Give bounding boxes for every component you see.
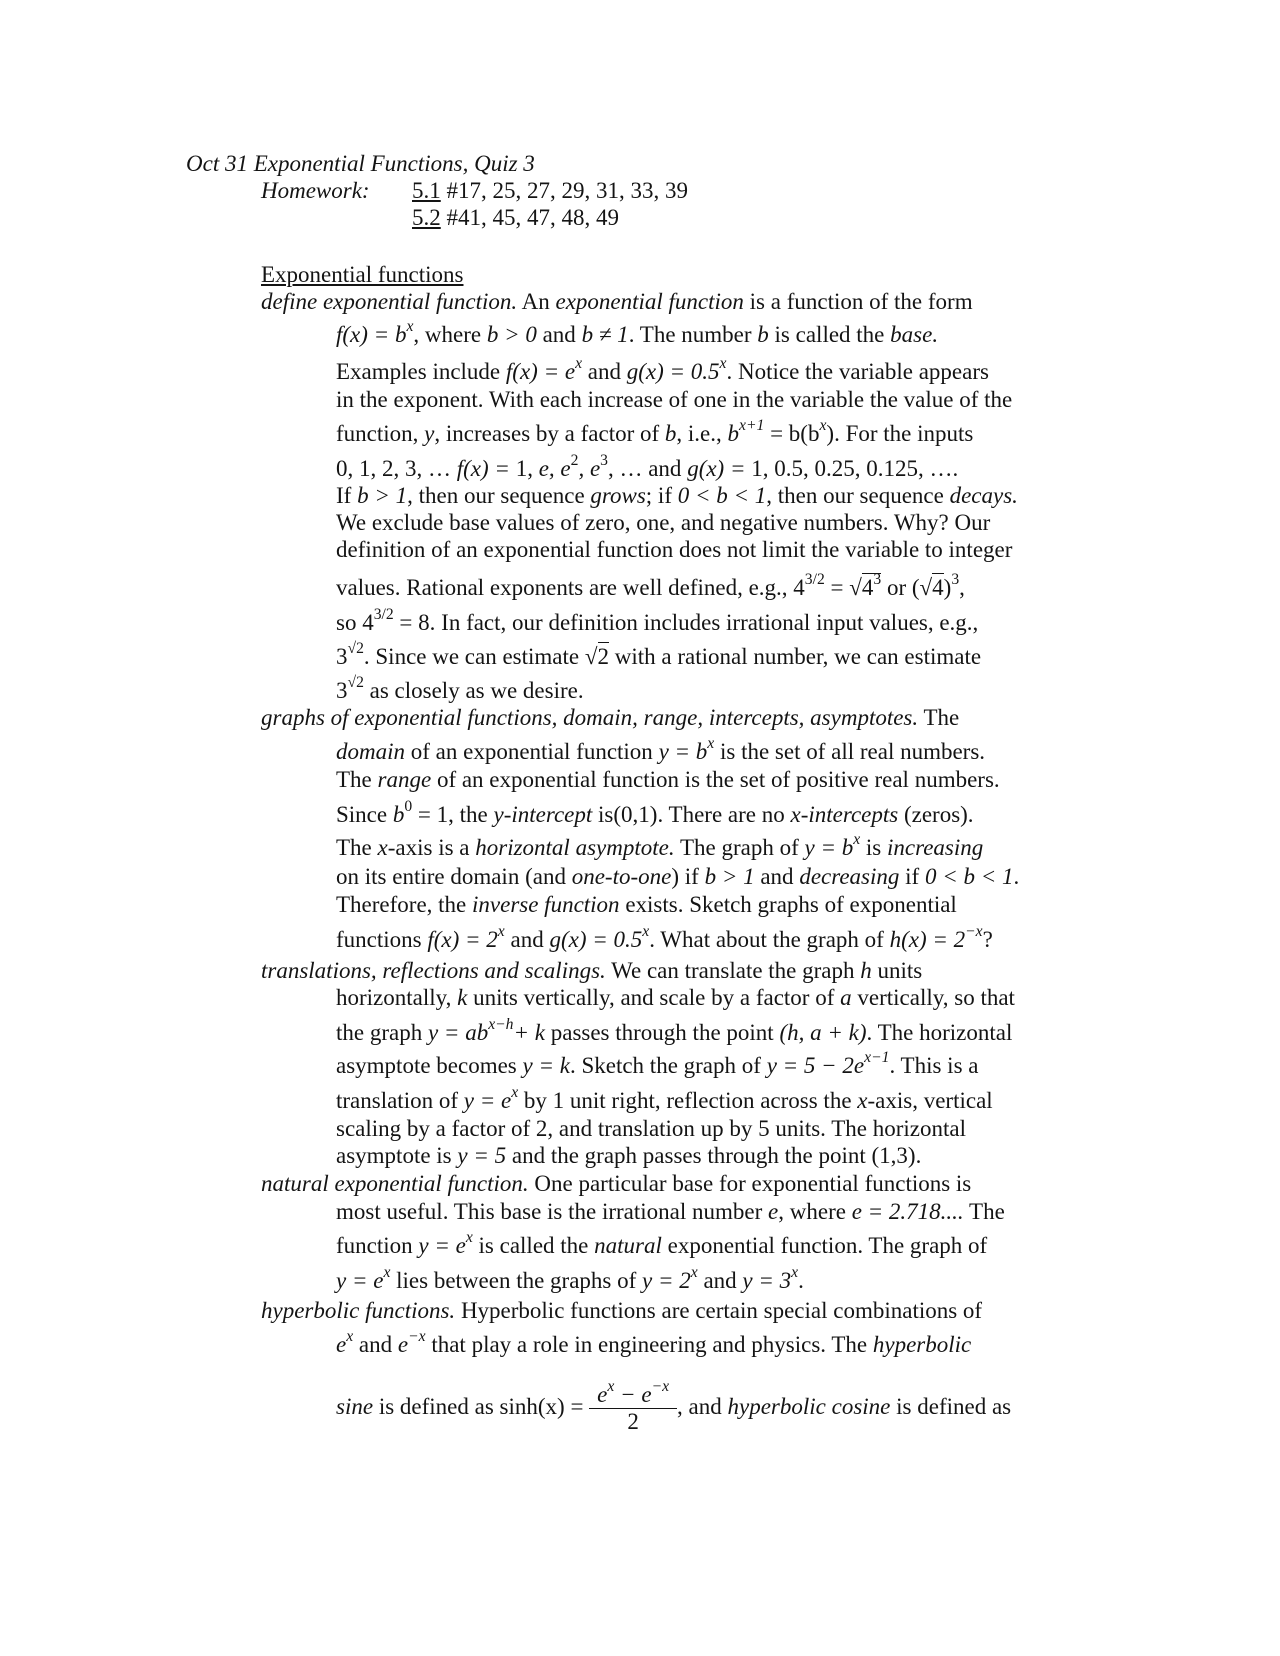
inline-text: of an exponential function is the set of positive real numbers. (436, 767, 1000, 792)
text-line (336, 1115, 966, 1143)
inline-text: and (587, 359, 621, 384)
inline-text: exists. Sketch graphs of exponential (625, 892, 957, 917)
inline-text: b (664, 421, 677, 446)
superscript: 3 (873, 570, 882, 588)
inline-text: , increases by a factor of (434, 421, 660, 446)
inline-text: , where (413, 322, 482, 347)
inline-text: ) (943, 575, 952, 600)
inline-text: e (597, 1382, 608, 1407)
topic-define: define exponential function. (261, 289, 518, 314)
inline-text: units (877, 958, 923, 983)
inline-text: x-intercepts (790, 802, 899, 827)
superscript: x (853, 830, 861, 848)
inline-text: We exclude base values of zero, one, and negative numbers. Why? Our (336, 510, 991, 535)
sketch-translation-line (336, 1048, 979, 1080)
inline-text: is called the (774, 322, 885, 347)
monotonic-line (336, 863, 1019, 891)
inline-text: increasing (887, 835, 984, 860)
hyperbolic-combination-line (336, 1327, 972, 1359)
inverse-line (336, 891, 957, 919)
estimate-line (336, 673, 584, 705)
inline-text: , (959, 575, 965, 600)
inline-text: Therefore, the (336, 892, 467, 917)
inline-text: ) (826, 421, 835, 446)
inline-text: 0 < b < 1 (924, 864, 1014, 889)
inline-text: We can translate the graph (611, 958, 855, 983)
translations-line (261, 957, 922, 985)
inline-text: or (886, 575, 907, 600)
inline-text: f(x) = (456, 456, 510, 481)
inline-text: √ (919, 575, 933, 600)
inline-text: exponential function. The graph of (667, 1233, 988, 1258)
inline-text: 1, 0.5, 0.25, 0.125, …. (751, 456, 959, 481)
general-form-line (336, 1015, 1013, 1047)
growth-factor-line (336, 416, 974, 448)
scaling-line (336, 984, 1015, 1012)
inline-text: The (336, 835, 372, 860)
inline-text: e (768, 1199, 779, 1224)
superscript: x (690, 1263, 698, 1281)
graphs-line (261, 704, 959, 732)
inline-text: The (336, 767, 372, 792)
inline-text: if (905, 864, 920, 889)
inline-text: … and (619, 456, 682, 481)
inline-text: 1, (515, 456, 533, 481)
superscript: x (575, 354, 582, 372)
inline-text: lies between the graphs of (396, 1268, 637, 1293)
inline-text: y (424, 421, 435, 446)
inline-text: The graph of (679, 835, 799, 860)
inline-text: asymptote becomes (336, 1053, 517, 1078)
superscript: 0 (404, 797, 413, 815)
inline-text: decays. (949, 483, 1018, 508)
inline-text: and (510, 927, 544, 952)
sequence-line (336, 451, 959, 483)
inline-text: e (397, 1332, 409, 1357)
asymptote-point-line (336, 1142, 921, 1170)
inline-text: , i.e., (676, 421, 722, 446)
inline-text: 4 (793, 575, 805, 600)
inline-text: b ≠ 1 (581, 322, 629, 347)
inline-text: y = 3 (742, 1268, 792, 1293)
topic-graphs: graphs of exponential functions, domain, range, intercepts, asymptotes. (261, 705, 919, 730)
inline-text: 0, 1, 2, 3, … (336, 456, 451, 481)
define-line (261, 288, 973, 316)
inline-text: , (607, 456, 614, 481)
inline-text: f(x) = e (505, 359, 576, 384)
superscript: −x (408, 1327, 426, 1345)
superscript: 3/2 (373, 605, 394, 623)
rational-exponent-line (336, 570, 965, 602)
inline-text: most useful. This base is the irrational number (336, 1199, 763, 1224)
inline-text: 3 (336, 644, 348, 669)
inline-text: asymptote is (336, 1143, 452, 1168)
superscript: x (819, 416, 827, 434)
hw2-problems: #41, 45, 47, 48, 49 (446, 205, 619, 230)
inline-text: so (336, 610, 357, 635)
superscript: x (383, 1263, 391, 1281)
equals-eight-line (336, 605, 979, 637)
inline-text: g(x) = 0.5 (549, 927, 643, 952)
topic-natural: natural exponential function. (261, 1171, 529, 1196)
inline-text: functions (336, 927, 422, 952)
homework-line-1 (412, 177, 688, 205)
inline-text: = 8 (399, 610, 430, 635)
inline-text: -axis, vertical (867, 1088, 993, 1113)
natural-function-line (336, 1228, 988, 1260)
hw2-section-link[interactable]: 5.2 (412, 205, 441, 230)
inline-text: Hyperbolic functions are certain special combinations of (460, 1298, 983, 1323)
superscript: x (465, 1228, 473, 1246)
inline-text: as closely as we desire. (369, 678, 584, 703)
inline-text: values. Rational exponents are well defined, e.g., (336, 575, 788, 600)
inline-text: y = 5 (457, 1143, 507, 1168)
inline-text: e (538, 456, 549, 481)
inline-text: . (798, 1268, 804, 1293)
superscript: x−1 (864, 1048, 890, 1066)
inline-text: (h, a + k) (779, 1020, 867, 1045)
inline-text: y = ab (427, 1020, 489, 1045)
inline-text: is a function of the form (749, 289, 973, 314)
superscript: x (719, 354, 727, 372)
inline-text: y = e (336, 1268, 384, 1293)
inline-text: is(0,1). There are no (598, 802, 785, 827)
inline-text: b (727, 421, 740, 446)
inline-text: √ (584, 644, 598, 669)
inline-text: b > 1 (704, 864, 755, 889)
inline-text: one-to-one (571, 864, 672, 889)
inline-text: , where (778, 1199, 846, 1224)
inline-text: y = 5 − 2e (766, 1053, 865, 1078)
inline-text: ) if (671, 864, 699, 889)
inline-text: exponential function (555, 289, 744, 314)
inline-text: , e (548, 456, 571, 481)
inline-text: . Notice the variable appears (726, 359, 989, 384)
superscript: x+1 (739, 416, 765, 434)
inline-text: and (760, 864, 794, 889)
inline-text: , and (677, 1393, 722, 1419)
inline-text: horizontal asymptote. (475, 835, 675, 860)
inline-text: 4 (362, 610, 374, 635)
inline-text: x (377, 835, 388, 860)
inline-text: the graph (336, 1020, 423, 1045)
inline-text: = b(b (770, 421, 820, 446)
lecture-title-text: Oct 31 Exponential Functions, Quiz 3 (186, 151, 535, 176)
inline-text: that play a role in engineering and physics. The (431, 1332, 868, 1357)
range-line (336, 766, 1000, 794)
inline-text: g(x) = (687, 456, 746, 481)
inline-text: on its entire domain (and (336, 864, 566, 889)
domain-line (336, 734, 986, 766)
grow-decay-line (336, 482, 1018, 510)
hw1-section-link[interactable]: 5.1 (412, 178, 441, 203)
inline-text: with a rational number, we can estimate (614, 644, 982, 669)
inline-text: y = e (463, 1088, 512, 1113)
superscript: −x (651, 1377, 670, 1395)
inline-text: b (757, 322, 769, 347)
inline-text: decreasing (799, 864, 900, 889)
inline-text: natural (594, 1233, 662, 1258)
superscript: x−h (488, 1015, 514, 1033)
inline-text: An (521, 289, 550, 314)
inline-text: 4 (861, 575, 874, 600)
inline-text: y = k (522, 1053, 570, 1078)
inline-text: translation of (336, 1088, 458, 1113)
superscript: 3 (951, 570, 960, 588)
superscript: 3 (600, 451, 608, 469)
inline-text: h(x) = 2 (889, 927, 966, 952)
text-line (336, 536, 1012, 564)
homework-label-text: Homework: (261, 178, 370, 203)
natural-line (261, 1170, 971, 1198)
inline-text: -axis is a (387, 835, 470, 860)
inline-text: √ (849, 575, 862, 600)
inline-text: is (865, 835, 882, 860)
e-value-line (336, 1198, 1005, 1226)
inline-text (589, 1377, 677, 1409)
inline-text: f(x) = b (336, 322, 407, 347)
section-heading (261, 261, 464, 289)
inline-text: . Since we can estimate (363, 644, 580, 669)
inline-text: − e (614, 1382, 652, 1407)
superscript: −x (965, 922, 983, 940)
inline-text: inverse function (472, 892, 620, 917)
inline-text: hyperbolic cosine (727, 1393, 891, 1419)
inline-text: x (857, 1088, 868, 1113)
inline-text: , e (578, 456, 601, 481)
topic-translations: translations, reflections and scalings. (261, 958, 606, 983)
inline-text: h (860, 958, 872, 983)
homework-line-2 (412, 204, 619, 232)
sketch-line (336, 922, 993, 954)
inline-text: ? (982, 927, 993, 952)
inline-text: . In fact, our definition includes irrational input values, e.g., (429, 610, 979, 635)
inline-text: y-intercept (493, 802, 593, 827)
inline-text: (zeros). (903, 802, 974, 827)
inline-text: of an exponential function (410, 739, 653, 764)
inline-text: horizontally, (336, 985, 452, 1010)
inline-text: f(x) = 2 (427, 927, 498, 952)
inline-text: One particular base for exponential functions is (534, 1171, 972, 1196)
inline-text: e = 2.718.... (851, 1199, 964, 1224)
inline-text: The (969, 1199, 1005, 1224)
inline-text: . The number (628, 322, 752, 347)
inline-text: domain (336, 739, 405, 764)
inline-text: is defined as (896, 1393, 1012, 1419)
inline-text: If (336, 483, 352, 508)
inline-text: base. (890, 322, 939, 347)
superscript: √2 (347, 639, 364, 657)
inline-text (861, 570, 882, 600)
inline-text: ; if (645, 483, 672, 508)
superscript: √2 (347, 673, 364, 691)
superscript: x (511, 1083, 519, 1101)
inline-text: = (830, 575, 844, 600)
section-heading-text: Exponential functions (261, 262, 464, 287)
superscript: x (707, 734, 715, 752)
irrational-line (336, 639, 982, 671)
reflection-line (336, 1083, 993, 1115)
inline-text: range (377, 767, 432, 792)
inline-text: is the set of all real numbers. (719, 739, 986, 764)
inline-text: b > 0 (486, 322, 537, 347)
definition-formula-line (336, 317, 939, 349)
superscript: x (406, 317, 414, 335)
inline-text: Since (336, 802, 388, 827)
inline-text: = 1 (417, 802, 449, 827)
text-line (336, 386, 1012, 414)
inline-text: ( (911, 575, 920, 600)
text-line (336, 509, 990, 537)
inline-text: . What about the graph of (649, 927, 884, 952)
topic-hyperbolic: hyperbolic functions. (261, 1298, 456, 1323)
inline-text: sinh(x) = (499, 1393, 584, 1419)
inline-text: by 1 unit right, reflection across the (523, 1088, 852, 1113)
inline-text: . This is a (889, 1053, 979, 1078)
inline-text: . (1013, 864, 1020, 889)
inline-text: and (703, 1268, 737, 1293)
hw1-problems: #17, 25, 27, 29, 31, 33, 39 (446, 178, 688, 203)
superscript: 3/2 (804, 570, 825, 588)
inline-text: g(x) = 0.5 (626, 359, 720, 384)
inline-text: + k (513, 1020, 545, 1045)
superscript: x (642, 922, 650, 940)
inline-text: grows (590, 483, 646, 508)
inline-text: 2 (627, 1409, 639, 1434)
inline-text: , then our sequence (407, 483, 585, 508)
inline-text: and (542, 322, 576, 347)
inline-text: , the (448, 802, 488, 827)
inline-text: 4 (932, 575, 944, 600)
inline-text: e (336, 1332, 347, 1357)
examples-line (336, 354, 989, 386)
inline-text: y = 2 (642, 1268, 691, 1293)
homework-label (261, 177, 370, 205)
inline-text: units vertically, and scale by a factor of (473, 985, 835, 1010)
intercept-line (336, 797, 974, 829)
inline-text: scaling by a factor of 2, and translation up by 5 units. The horizontal (336, 1116, 967, 1141)
inline-text: function (336, 1233, 413, 1258)
inline-text: sine (336, 1393, 374, 1419)
inline-text: The (923, 705, 960, 730)
superscript: x (346, 1327, 354, 1345)
inline-text: . The horizontal (866, 1020, 1013, 1045)
inline-text: . Sketch the graph of (569, 1053, 761, 1078)
inline-text: Examples include (336, 359, 501, 384)
inline-text: 2 (597, 644, 609, 669)
superscript: x (607, 1377, 615, 1395)
inline-text: definition of an exponential function does not limit the variable to integer (336, 537, 1013, 562)
inline-text: is defined as (378, 1393, 494, 1419)
between-graphs-line (336, 1263, 804, 1295)
inline-text: , then our sequence (766, 483, 944, 508)
hyperbolic-line (261, 1297, 982, 1325)
inline-text: y = b (658, 739, 708, 764)
inline-text: 3 (336, 678, 348, 703)
inline-text: y = e (418, 1233, 466, 1258)
inline-text: y = b (804, 835, 854, 860)
inline-text: in the exponent. With each increase of one in the variable the value of the (336, 387, 1013, 412)
sinh-fraction (589, 1377, 677, 1435)
inline-text: and (358, 1332, 393, 1357)
superscript: x (791, 1263, 799, 1281)
inline-text: k (457, 985, 468, 1010)
sinh-definition-line (336, 1377, 1012, 1435)
inline-text: 0 < b < 1 (677, 483, 767, 508)
inline-text: vertically, so that (857, 985, 1015, 1010)
inline-text: a (840, 985, 852, 1010)
inline-text: hyperbolic (872, 1332, 972, 1357)
inline-text: b (392, 802, 405, 827)
lecture-title (186, 150, 535, 178)
superscript: 2 (570, 451, 579, 469)
superscript: x (497, 922, 505, 940)
inline-text: function, (336, 421, 419, 446)
inline-text: is called the (478, 1233, 589, 1258)
inline-text: . For the inputs (834, 421, 974, 446)
inline-text: passes through the point (550, 1020, 774, 1045)
inline-text: b > 1 (357, 483, 408, 508)
asymptote-line (336, 830, 984, 862)
inline-text: and the graph passes through the point (1,3). (511, 1143, 922, 1168)
